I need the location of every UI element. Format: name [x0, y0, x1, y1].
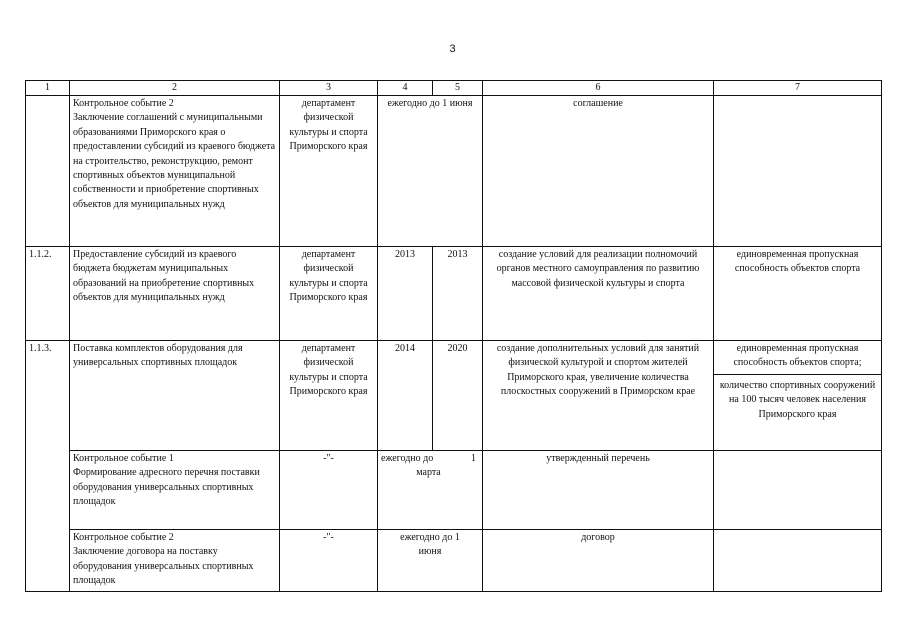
deadline-day: 1: [471, 453, 476, 464]
deadline-prefix: ежегодно до: [381, 453, 434, 464]
row-number: [26, 451, 70, 530]
indicator-facilities-per-100k: количество спортивных сооружений на 100 тысяч человек населения Приморского края: [719, 379, 876, 420]
row-number: 1.1.3.: [26, 341, 70, 451]
table-row: [26, 341, 882, 451]
expected-result: соглашение: [483, 96, 714, 247]
executor: департамент физической культуры и спорта Приморского края: [280, 247, 378, 341]
indicator-capacity: единовременная пропускная способность объектов спорта;: [714, 341, 881, 375]
start-year: 2014: [378, 341, 433, 451]
start-year: 2013: [378, 247, 433, 341]
col-header-4: 4: [378, 81, 433, 96]
expected-result: договор: [483, 530, 714, 592]
event-name: Контрольное событие 1 Формирование адресного перечня поставки оборудования универсальных спортивных площадок: [70, 451, 280, 530]
executor: департамент физической культуры и спорта Приморского края: [280, 96, 378, 247]
measure-name: Предоставление субсидий из краевого бюджета бюджетам муниципальных образований на приобретение спортивных объектов для муниципальных нужд: [70, 247, 280, 341]
expected-result: утвержденный перечень: [483, 451, 714, 530]
indicator-cell: [714, 341, 882, 451]
expected-result: создание условий для реализации полномочий органов местного самоуправления по развитию массовой физической культуры и спорта: [483, 247, 714, 341]
header-row: [26, 81, 882, 96]
row-number: 1.1.2.: [26, 247, 70, 341]
indicator: [714, 96, 882, 247]
col-header-3: 3: [280, 81, 378, 96]
indicator: единовременная пропускная способность объектов спорта: [714, 247, 882, 341]
col-header-7: 7: [714, 81, 882, 96]
executor: -"-: [280, 451, 378, 530]
executor: -"-: [280, 530, 378, 592]
table-row: [26, 530, 882, 592]
event-name: Контрольное событие 2 Заключение договора на поставку оборудования универсальных спортивных площадок: [70, 530, 280, 592]
expected-result: создание дополнительных условий для занятий физической культурой и спортом жителей Приморского края, увеличение количества плоскостных сооружений в Приморском крае: [483, 341, 714, 451]
end-year: 2013: [433, 247, 483, 341]
executor: департамент физической культуры и спорта Приморского края: [280, 341, 378, 451]
table-row: [26, 96, 882, 247]
deadline: ежегодно до 1 июня: [378, 96, 483, 247]
col-header-1: 1: [26, 81, 70, 96]
end-year: 2020: [433, 341, 483, 451]
row-number: [26, 530, 70, 592]
table-row: [26, 451, 882, 530]
deadline: ежегодно до 1 июня: [378, 530, 483, 592]
event-name: Контрольное событие 2 Заключение соглашений с муниципальными образованиями Приморского края о предоставлении субсидий из краевого бюджета на строительство, реконструкцию, ремонт спортивных объектов муниципальной собственности и приобретение спортивных объектов для муниципальных нужд: [70, 96, 280, 247]
program-table: [25, 80, 882, 592]
indicator: [714, 451, 882, 530]
indicator: [714, 530, 882, 592]
measure-name: Поставка комплектов оборудования для универсальных спортивных площадок: [70, 341, 280, 451]
col-header-2: 2: [70, 81, 280, 96]
deadline: [378, 451, 483, 530]
deadline-month: марта: [416, 467, 441, 479]
col-header-5: 5: [433, 81, 483, 96]
table-row: [26, 247, 882, 341]
page-number: 3: [449, 43, 456, 55]
row-number: [26, 96, 70, 247]
col-header-6: 6: [483, 81, 714, 96]
